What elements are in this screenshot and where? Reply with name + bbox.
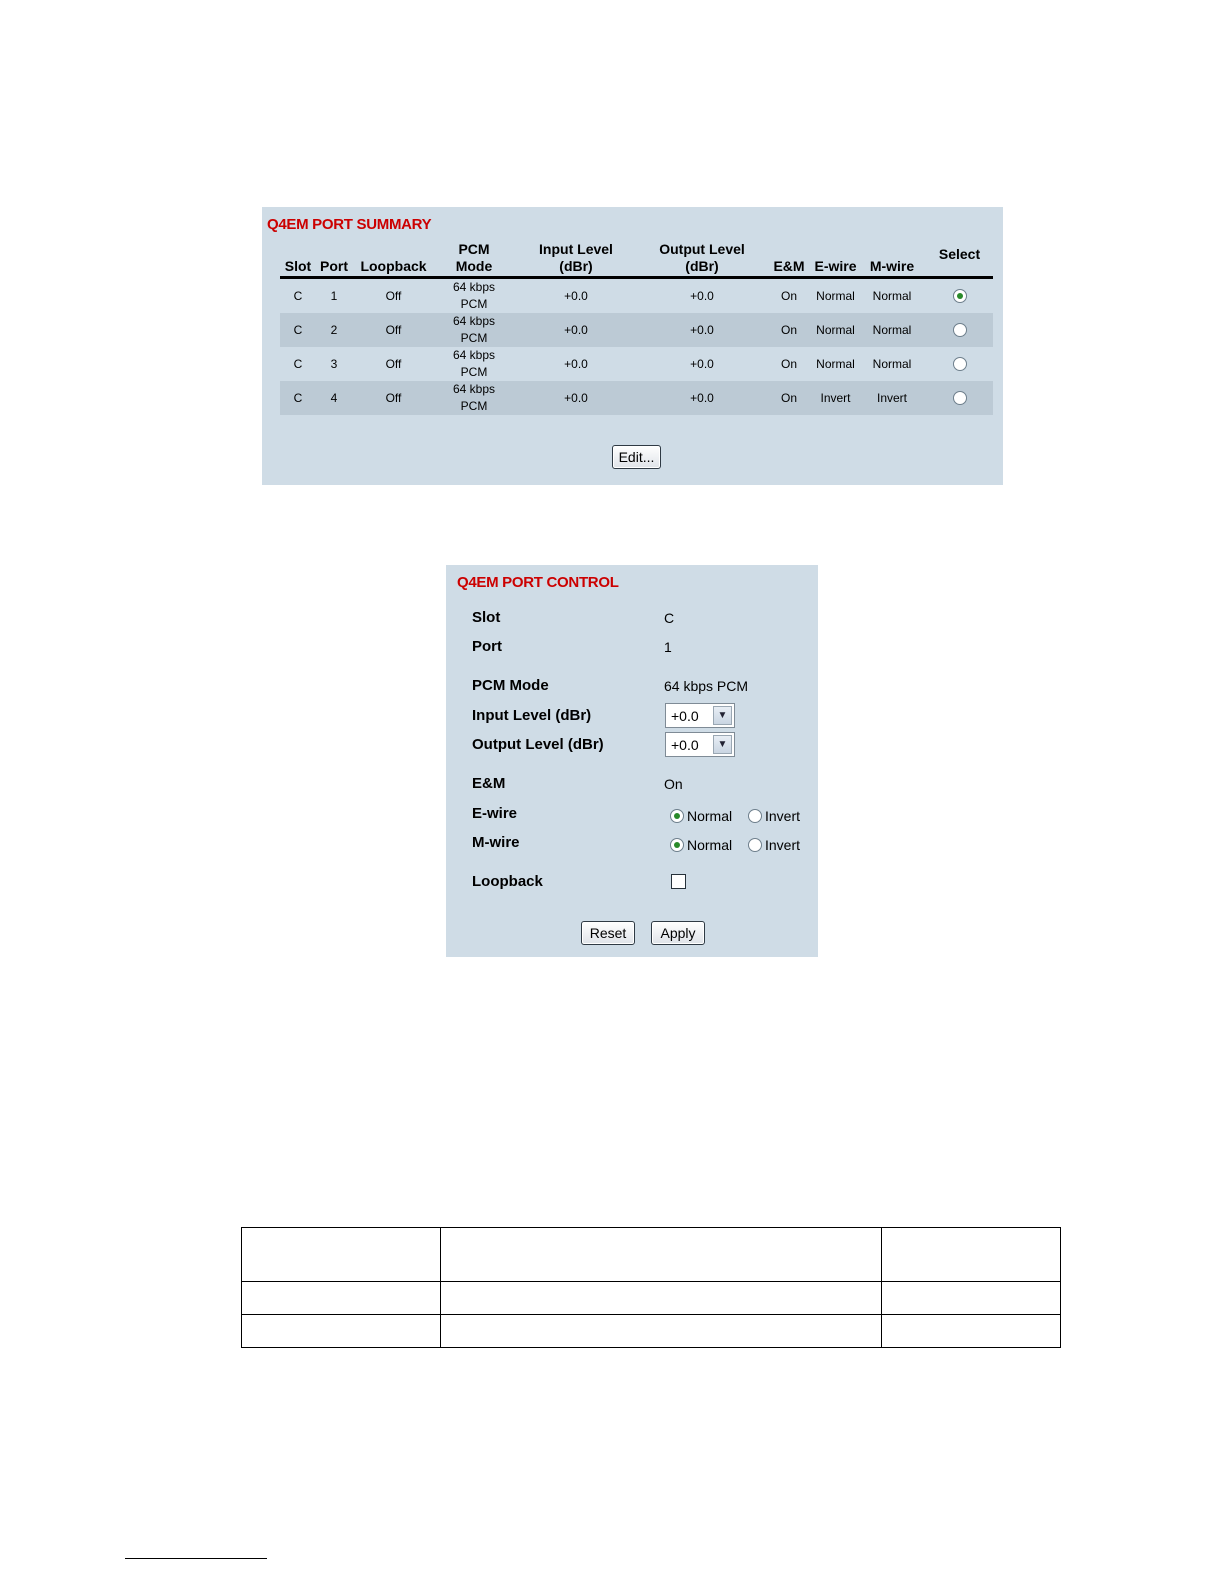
input-level-selected-value: +0.0 bbox=[671, 708, 699, 724]
m-wire-label: M-wire bbox=[472, 834, 520, 851]
cell-output-level: +0.0 bbox=[639, 381, 765, 415]
e-wire-normal-radio[interactable] bbox=[670, 809, 684, 823]
e-wire-normal-option[interactable]: Normal bbox=[670, 808, 732, 824]
col-header-m-wire: M-wire bbox=[858, 241, 926, 278]
table-cell bbox=[242, 1228, 441, 1282]
control-title: Q4EM PORT CONTROL bbox=[457, 574, 619, 591]
cell-m-wire: Invert bbox=[858, 381, 926, 415]
m-wire-invert-option[interactable]: Invert bbox=[748, 837, 800, 853]
output-level-select[interactable] bbox=[665, 732, 735, 757]
cell-pcm-mode: 64 kbps PCM bbox=[435, 313, 513, 347]
input-level-select[interactable] bbox=[665, 703, 735, 728]
col-header-em: E&M bbox=[765, 241, 813, 278]
cell-select bbox=[926, 347, 993, 381]
cell-em: On bbox=[780, 356, 797, 371]
pcm-mode-value: 64 kbps PCM bbox=[664, 678, 749, 694]
table-cell bbox=[441, 1228, 882, 1282]
cell-em: On bbox=[765, 313, 813, 347]
cell-select bbox=[926, 278, 993, 314]
table-row bbox=[280, 347, 993, 381]
col-header-loopback: Loopback bbox=[352, 241, 435, 278]
table-row bbox=[242, 1228, 1061, 1282]
cell-slot: C bbox=[280, 313, 316, 347]
apply-button[interactable]: Apply bbox=[651, 921, 705, 945]
chevron-down-icon[interactable]: ▼ bbox=[713, 706, 732, 725]
cell-m-wire: Normal bbox=[872, 288, 912, 303]
reset-button[interactable]: Reset bbox=[581, 921, 635, 945]
cell-slot: C bbox=[293, 288, 303, 303]
cell-input-level: +0.0 bbox=[513, 313, 639, 347]
cell-input-level: +0.0 bbox=[564, 288, 588, 303]
cell-e-wire: Normal bbox=[816, 356, 855, 371]
table-cell bbox=[882, 1228, 1061, 1282]
cell-output-level: +0.0 bbox=[690, 288, 714, 303]
em-label: E&M bbox=[472, 775, 506, 792]
select-port-3-radio[interactable] bbox=[953, 357, 967, 371]
col-header-pcm-mode: PCM Mode bbox=[435, 241, 513, 278]
cell-input-level: +0.0 bbox=[513, 381, 639, 415]
table-cell bbox=[242, 1315, 441, 1348]
cell-output-level: +0.0 bbox=[690, 356, 714, 371]
cell-em: On bbox=[765, 381, 813, 415]
col-header-select: Select bbox=[926, 241, 993, 278]
cell-port: 3 bbox=[330, 356, 338, 371]
m-wire-invert-radio[interactable] bbox=[748, 838, 762, 852]
e-wire-invert-option[interactable]: Invert bbox=[748, 808, 800, 824]
cell-e-wire: Normal bbox=[813, 313, 858, 347]
table-cell bbox=[441, 1315, 882, 1348]
output-level-selected-value: +0.0 bbox=[671, 737, 699, 753]
chevron-down-icon[interactable]: ▼ bbox=[713, 735, 732, 754]
col-header-port: Port bbox=[316, 241, 352, 278]
cell-port: 4 bbox=[316, 381, 352, 415]
e-wire-invert-radio[interactable] bbox=[748, 809, 762, 823]
cell-port: 2 bbox=[316, 313, 352, 347]
loopback-label: Loopback bbox=[472, 873, 543, 890]
cell-input-level: +0.0 bbox=[564, 356, 588, 371]
input-level-label: Input Level (dBr) bbox=[472, 707, 592, 724]
output-level-label: Output Level (dBr) bbox=[472, 736, 604, 753]
col-header-slot: Slot bbox=[280, 241, 316, 278]
m-wire-normal-radio[interactable] bbox=[670, 838, 684, 852]
summary-title: Q4EM PORT SUMMARY bbox=[267, 216, 432, 233]
cell-output-level: +0.0 bbox=[639, 313, 765, 347]
port-value: 1 bbox=[664, 639, 672, 655]
slot-label: Slot bbox=[472, 609, 501, 626]
document-table bbox=[241, 1227, 1061, 1348]
table-row bbox=[242, 1282, 1061, 1315]
port-summary-panel bbox=[262, 207, 1003, 485]
cell-slot: C bbox=[280, 381, 316, 415]
cell-select bbox=[926, 381, 993, 415]
cell-port: 1 bbox=[330, 288, 338, 303]
select-port-2-radio[interactable] bbox=[953, 323, 967, 337]
col-header-input-level: Input Level (dBr) bbox=[513, 241, 639, 278]
cell-loopback: Off bbox=[352, 313, 435, 347]
port-control-panel bbox=[446, 565, 818, 957]
cell-m-wire: Normal bbox=[872, 356, 912, 371]
cell-pcm-mode: 64 kbps PCM bbox=[435, 381, 513, 415]
cell-pcm-mode: 64 kbps PCM bbox=[452, 348, 496, 379]
table-cell bbox=[882, 1315, 1061, 1348]
col-header-output-level: Output Level (dBr) bbox=[639, 241, 765, 278]
col-header-e-wire: E-wire bbox=[813, 241, 858, 278]
table-cell bbox=[882, 1282, 1061, 1315]
table-cell bbox=[441, 1282, 882, 1315]
em-value: On bbox=[664, 776, 683, 792]
loopback-checkbox[interactable] bbox=[671, 874, 686, 889]
pcm-mode-label: PCM Mode bbox=[472, 677, 549, 694]
table-row bbox=[280, 381, 993, 415]
table-cell bbox=[242, 1282, 441, 1315]
cell-e-wire: Invert bbox=[813, 381, 858, 415]
cell-loopback: Off bbox=[385, 356, 402, 371]
slot-value: C bbox=[664, 610, 675, 626]
cell-loopback: Off bbox=[352, 381, 435, 415]
cell-loopback: Off bbox=[385, 288, 402, 303]
port-summary-table bbox=[280, 241, 993, 415]
cell-m-wire: Normal bbox=[858, 313, 926, 347]
m-wire-normal-option[interactable]: Normal bbox=[670, 837, 732, 853]
cell-select bbox=[926, 313, 993, 347]
cell-em: On bbox=[780, 288, 797, 303]
footnote-separator bbox=[125, 1558, 267, 1559]
e-wire-label: E-wire bbox=[472, 805, 518, 822]
table-row bbox=[280, 313, 993, 347]
cell-pcm-mode: 64 kbps PCM bbox=[452, 280, 496, 311]
port-label: Port bbox=[472, 638, 502, 655]
edit-button[interactable]: Edit... bbox=[612, 445, 661, 469]
summary-header-row bbox=[280, 241, 993, 278]
select-port-4-radio[interactable] bbox=[953, 391, 967, 405]
cell-e-wire: Normal bbox=[816, 288, 855, 303]
table-row bbox=[242, 1315, 1061, 1348]
cell-slot: C bbox=[293, 356, 303, 371]
select-port-1-radio[interactable] bbox=[953, 289, 967, 303]
table-row bbox=[280, 278, 993, 314]
